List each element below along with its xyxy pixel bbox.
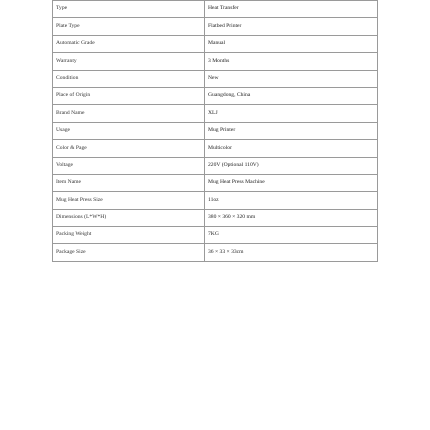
spec-value: 11oz	[205, 192, 378, 209]
spec-value: 220V (Optional 110V)	[205, 157, 378, 174]
spec-label: Warranty	[53, 53, 205, 70]
spec-label: Type	[53, 1, 205, 18]
spec-value: Guangdong, China	[205, 87, 378, 104]
table-row	[53, 70, 378, 87]
spec-value: Manual	[205, 35, 378, 52]
table-row	[53, 157, 378, 174]
table-row	[53, 140, 378, 157]
spec-value: Multicolor	[205, 140, 378, 157]
table-row	[53, 227, 378, 244]
spec-value: 36 × 33 × 33cm	[205, 244, 378, 261]
spec-value: 3 Months	[205, 53, 378, 70]
spec-value: Mug Heat Press Machine	[205, 174, 378, 191]
table-row	[53, 1, 378, 18]
spec-value: Flatbed Printer	[205, 18, 378, 35]
spec-label: Condition	[53, 70, 205, 87]
spec-label: Mug Heat Press Size	[53, 192, 205, 209]
table-row	[53, 105, 378, 122]
spec-label: Package Size	[53, 244, 205, 261]
spec-value: XLJ	[205, 105, 378, 122]
spec-label: Brand Name	[53, 105, 205, 122]
spec-label: Voltage	[53, 157, 205, 174]
table-row	[53, 53, 378, 70]
table-row	[53, 35, 378, 52]
spec-value: Mug Printer	[205, 122, 378, 139]
spec-label: Usage	[53, 122, 205, 139]
table-row	[53, 192, 378, 209]
spec-label: Dimensions (L*W*H)	[53, 209, 205, 226]
spec-label: Color & Page	[53, 140, 205, 157]
table-row	[53, 122, 378, 139]
spec-label: Packing Weight	[53, 227, 205, 244]
spec-value: New	[205, 70, 378, 87]
spec-value: 380 × 360 × 320 mm	[205, 209, 378, 226]
spec-value: 7KG	[205, 227, 378, 244]
spec-label: Place of Origin	[53, 87, 205, 104]
table-row	[53, 209, 378, 226]
spec-table	[52, 0, 378, 262]
table-row	[53, 244, 378, 261]
spec-label: Plate Type	[53, 18, 205, 35]
spec-value: Heat Transfer	[205, 1, 378, 18]
spec-label: Automatic Grade	[53, 35, 205, 52]
table-row	[53, 18, 378, 35]
table-row	[53, 87, 378, 104]
table-row	[53, 174, 378, 191]
spec-label: Item Name	[53, 174, 205, 191]
